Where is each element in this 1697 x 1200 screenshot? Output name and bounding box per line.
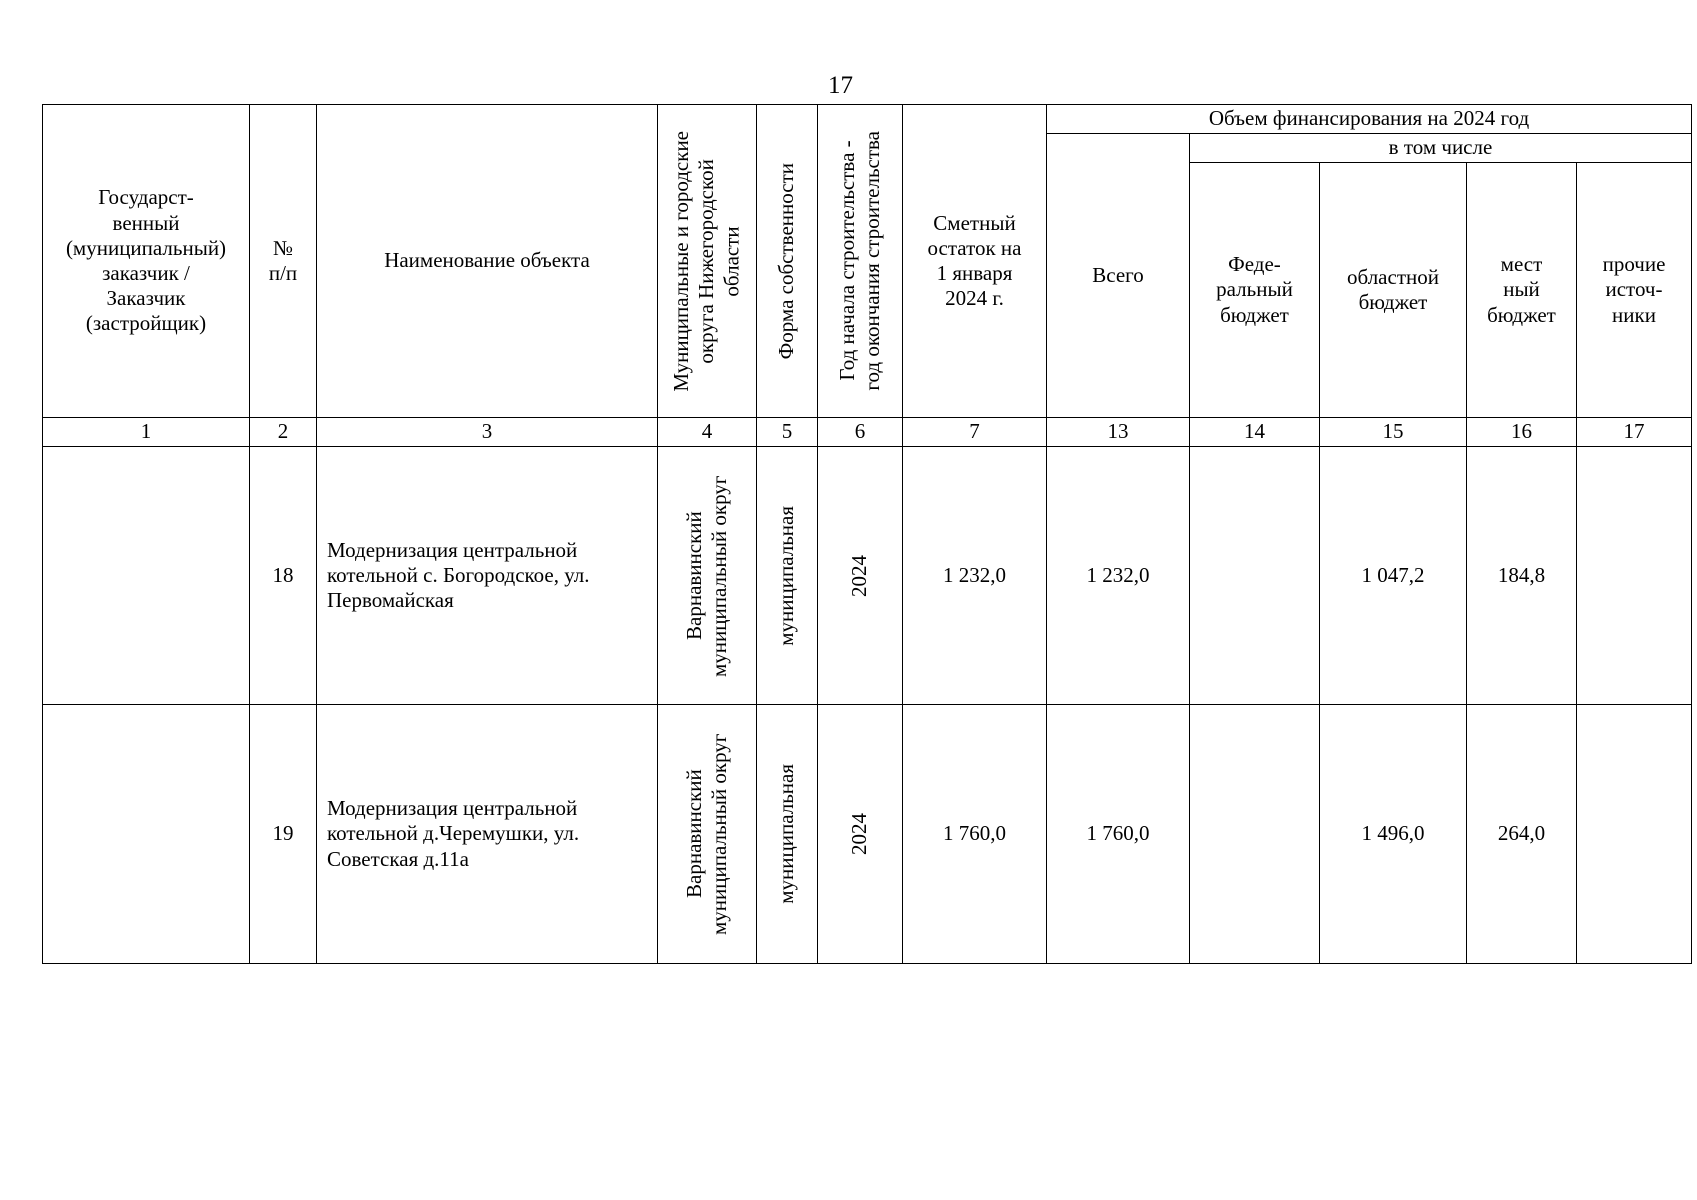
column-number: 2 <box>250 418 317 447</box>
table-row <box>43 447 1692 705</box>
header-object-name: Наименование объекта <box>317 105 658 418</box>
column-number: 16 <box>1467 418 1577 447</box>
header-estimated-balance: Сметный остаток на 1 января 2024 г. <box>903 105 1047 418</box>
header-customer: Государст- венный (муниципальный) заказчик / Заказчик (застройщик) <box>43 105 250 418</box>
cell-local: 184,8 <box>1467 447 1577 705</box>
cell-total: 1 232,0 <box>1047 447 1190 705</box>
header-other: прочие источ- ники <box>1577 163 1692 418</box>
header-row <box>43 105 1692 134</box>
column-number-row <box>43 418 1692 447</box>
cell-regional: 1 047,2 <box>1320 447 1467 705</box>
table-row <box>43 705 1692 964</box>
cell-federal <box>1190 447 1320 705</box>
cell-ownership: муниципальная <box>757 705 818 964</box>
column-number: 13 <box>1047 418 1190 447</box>
cell-balance: 1 760,0 <box>903 705 1047 964</box>
column-number: 15 <box>1320 418 1467 447</box>
header-construction-years: Год начала строительства - год окончания строительства <box>818 105 903 418</box>
column-number: 14 <box>1190 418 1320 447</box>
page-number: 17 <box>828 72 853 99</box>
cell-object-name: Модернизация центральной котельной д.Черемушки, ул. Советская д.11а <box>317 705 658 964</box>
header-federal: Феде- ральный бюджет <box>1190 163 1320 418</box>
cell-object-name: Модернизация центральной котельной с. Богородское, ул. Первомайская <box>317 447 658 705</box>
cell-customer <box>43 447 250 705</box>
cell-customer <box>43 705 250 964</box>
column-number: 17 <box>1577 418 1692 447</box>
cell-years: 2024 <box>818 447 903 705</box>
cell-federal <box>1190 705 1320 964</box>
column-number: 1 <box>43 418 250 447</box>
cell-ownership: муниципальная <box>757 447 818 705</box>
cell-local: 264,0 <box>1467 705 1577 964</box>
header-ownership: Форма собственности <box>757 105 818 418</box>
header-funding-group: Объем финансирования на 2024 год <box>1047 105 1692 134</box>
cell-balance: 1 232,0 <box>903 447 1047 705</box>
header-regional: областной бюджет <box>1320 163 1467 418</box>
cell-number: 19 <box>250 705 317 964</box>
cell-years: 2024 <box>818 705 903 964</box>
header-total: Всего <box>1047 134 1190 418</box>
cell-district: Варнавинский муниципальный округ <box>658 705 757 964</box>
header-including: в том числе <box>1190 134 1692 163</box>
cell-regional: 1 496,0 <box>1320 705 1467 964</box>
header-local: мест ный бюджет <box>1467 163 1577 418</box>
financing-table <box>42 104 1692 964</box>
cell-total: 1 760,0 <box>1047 705 1190 964</box>
column-number: 6 <box>818 418 903 447</box>
column-number: 4 <box>658 418 757 447</box>
header-item-number: № п/п <box>250 105 317 418</box>
cell-district: Варнавинский муниципальный округ <box>658 447 757 705</box>
cell-number: 18 <box>250 447 317 705</box>
cell-other <box>1577 705 1692 964</box>
header-district: Муниципальные и городские округа Нижегородской области <box>658 105 757 418</box>
column-number: 3 <box>317 418 658 447</box>
column-number: 7 <box>903 418 1047 447</box>
column-number: 5 <box>757 418 818 447</box>
cell-other <box>1577 447 1692 705</box>
